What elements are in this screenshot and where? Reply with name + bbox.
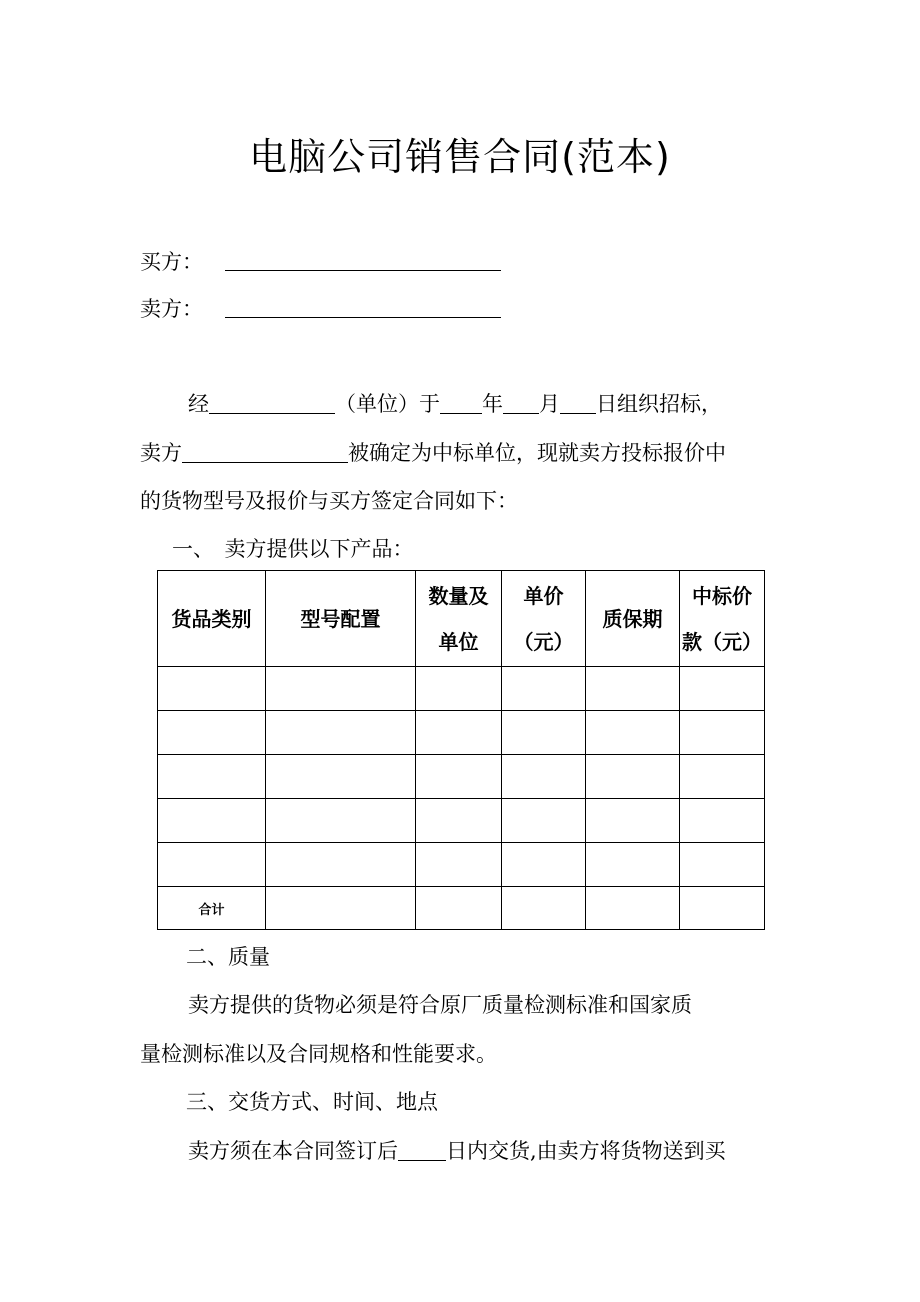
table-row [158,711,765,755]
seller-line [140,293,501,323]
seller-blank[interactable] [225,297,501,318]
intro-text: 卖方 [140,441,182,465]
section-2-text-2: 量检测标准以及合同规格和性能要求。 [140,1042,497,1066]
buyer-label: 买方： [140,250,203,274]
days-blank[interactable] [398,1138,446,1161]
document-title: 电脑公司销售合同(范本) [249,135,671,179]
table-row [158,799,765,843]
header-warranty: 质保期 [586,571,680,667]
buyer-blank[interactable] [225,250,501,271]
unit-blank[interactable] [209,391,335,414]
seller-label: 卖方： [140,297,203,321]
table-header-row [158,571,765,667]
table-row [158,755,765,799]
section-2-heading: 二、质量 [186,945,270,969]
goods-table [157,570,765,930]
intro-text: 月 [539,392,560,416]
day-blank[interactable] [560,391,596,414]
header-unit-price: 单价 （元） [502,571,586,667]
section-3-heading: 三、交货方式、时间、地点 [186,1090,438,1114]
table-total-row [158,887,765,930]
section-3-text: 卖方须在本合同签订后 [188,1139,398,1163]
month-blank[interactable] [503,391,539,414]
intro-text: 经 [188,392,209,416]
intro-line-1 [188,388,722,418]
header-quantity: 数量及 单位 [416,571,502,667]
buyer-line [140,246,501,276]
table-row [158,667,765,711]
intro-text: 年 [482,392,503,416]
header-model: 型号配置 [266,571,416,667]
section-1-heading: 一、 卖方提供以下产品： [172,537,414,561]
intro-text: 被确定为中标单位，现就卖方投标报价中 [348,441,726,465]
header-category: 货品类别 [158,571,266,667]
total-label: 合计 [158,887,266,930]
table-row [158,843,765,887]
section-3-text: 日内交货,由卖方将货物送到买 [446,1139,726,1163]
intro-line-2 [140,437,726,467]
intro-text: 日组织招标， [596,392,722,416]
intro-line-3: 的货物型号及报价与买方签定合同如下： [140,489,518,513]
section-3-text-1 [188,1135,726,1165]
intro-text: （单位）于 [335,392,440,416]
section-2-text-1: 卖方提供的货物必须是符合原厂质量检测标准和国家质 [188,993,692,1017]
header-bid-price: 中标价 款（元） [680,571,765,667]
winner-blank[interactable] [182,440,348,463]
year-blank[interactable] [440,391,482,414]
